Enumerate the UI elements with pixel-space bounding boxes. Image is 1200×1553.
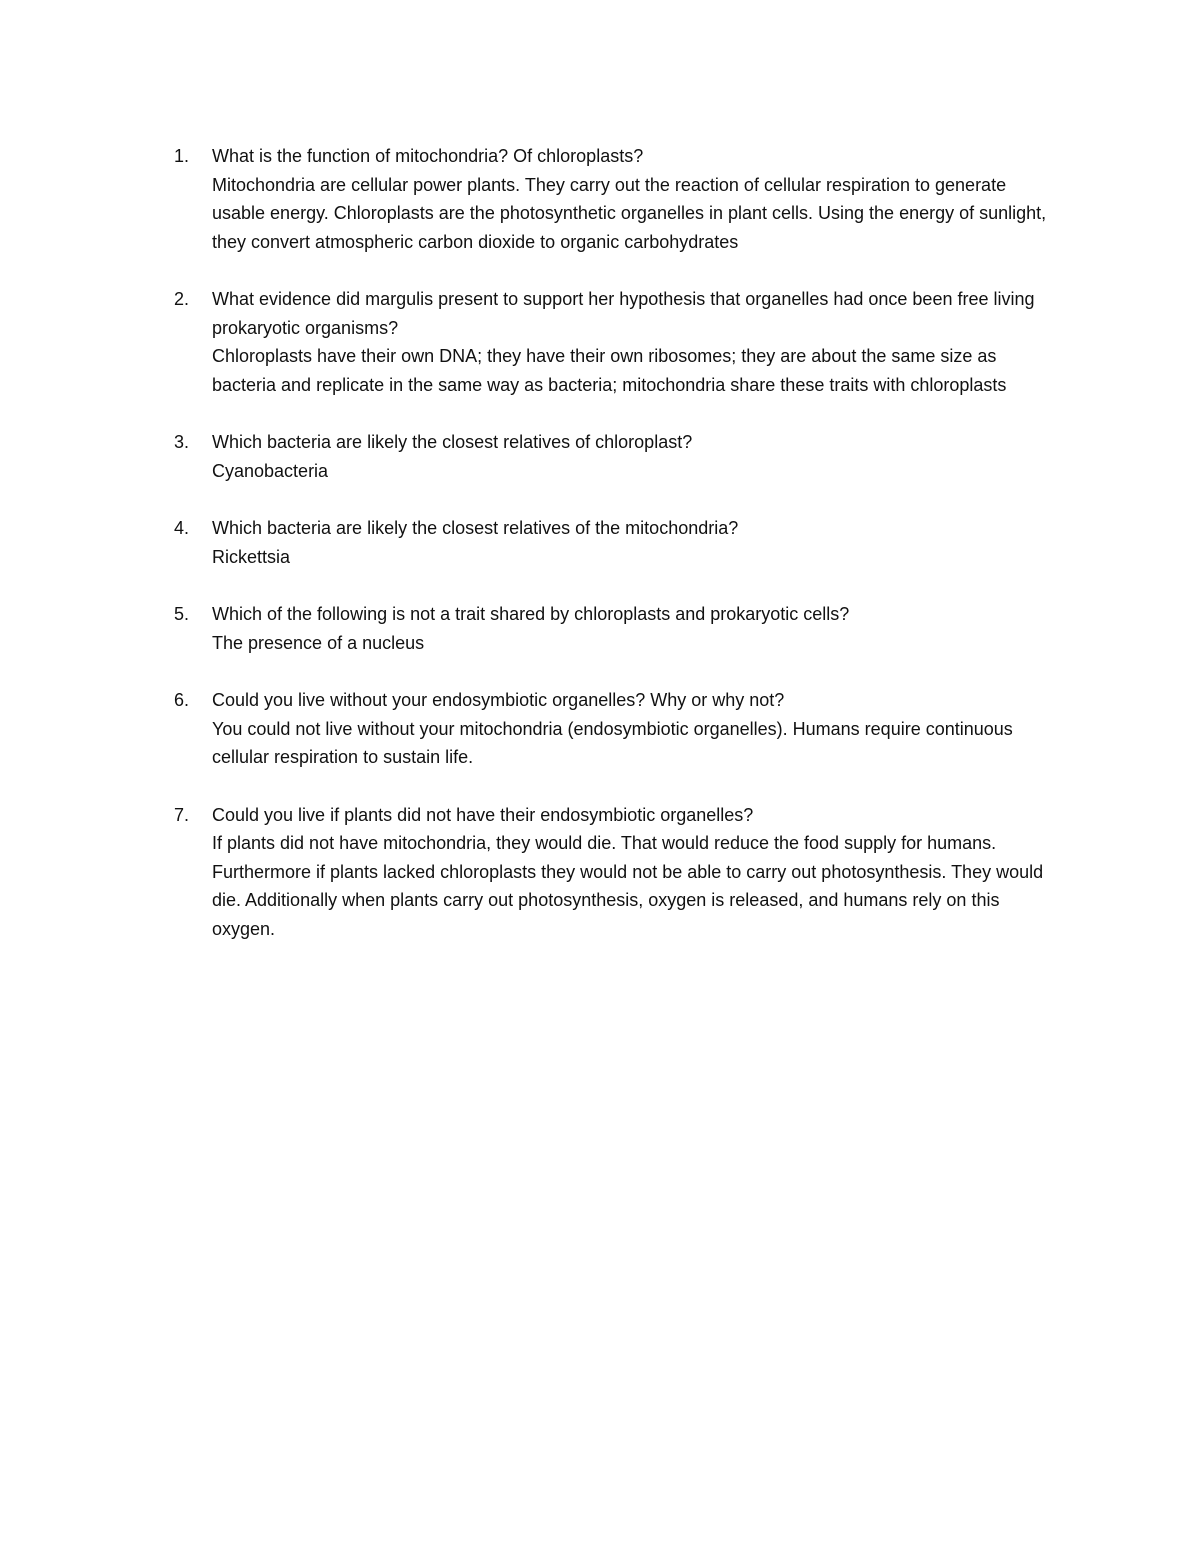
answer-text: You could not live without your mitochondria (endosymbiotic organelles). Humans require continuous cellular respiration to sustain life. [212,718,1013,767]
answer-text: Mitochondria are cellular power plants. They carry out the reaction of cellular respiration to generate usable energy. Chloroplasts are the photosynthetic organelles in plant cells. Using the energy of sunlight, they convert atmospheric carbon dioxide to organic carbohydrates [212,174,1047,252]
list-item [170,142,1060,256]
answer-text: Chloroplasts have their own DNA; they have their own ribosomes; they are about the same size as bacteria and replicate in the same way as bacteria; mitochondria share these traits with chloroplasts [212,346,1007,395]
question-text: What is the function of mitochondria? Of chloroplasts? [212,146,644,166]
item-number: 7. [174,804,190,825]
question-text: Could you live if plants did not have their endosymbiotic organelles? [212,804,754,825]
item-number: 6. [174,690,190,710]
question-text: Which of the following is not a trait shared by chloroplasts and prokaryotic cells? [212,604,850,624]
question-text: Which bacteria are likely the closest relatives of the mitochondria? [212,518,739,538]
question-text: What evidence did margulis present to support her hypothesis that organelles had once been free living prokaryotic organisms? [212,289,1035,338]
answer-text: Rickettsia [212,546,291,567]
item-number: 1. [174,146,190,166]
question-text: Which bacteria are likely the closest relatives of chloroplast? [212,432,693,452]
question-text: Could you live without your endosymbiotic organelles? Why or why not? [212,690,785,710]
list-item [170,285,1060,399]
list-item [170,600,1060,657]
question-list [170,142,1060,972]
list-item [170,686,1060,772]
item-number: 4. [174,518,190,538]
answer-text: The presence of a nucleus [212,632,425,653]
list-item [170,428,1060,485]
item-number: 3. [174,432,190,452]
answer-text: If plants did not have mitochondria, they would die. That would reduce the food supply for humans. Furthermore if plants lacked chloroplasts they would not be able to carry out photosynthesis. They would die. Additionally when plants carry out photosynthesis, oxygen is released, and humans rely on this oxygen. [212,833,1044,939]
item-number: 5. [174,604,190,624]
item-number: 2. [174,289,190,309]
list-item [170,801,1060,944]
list-item [170,514,1060,571]
answer-text: Cyanobacteria [212,460,329,481]
